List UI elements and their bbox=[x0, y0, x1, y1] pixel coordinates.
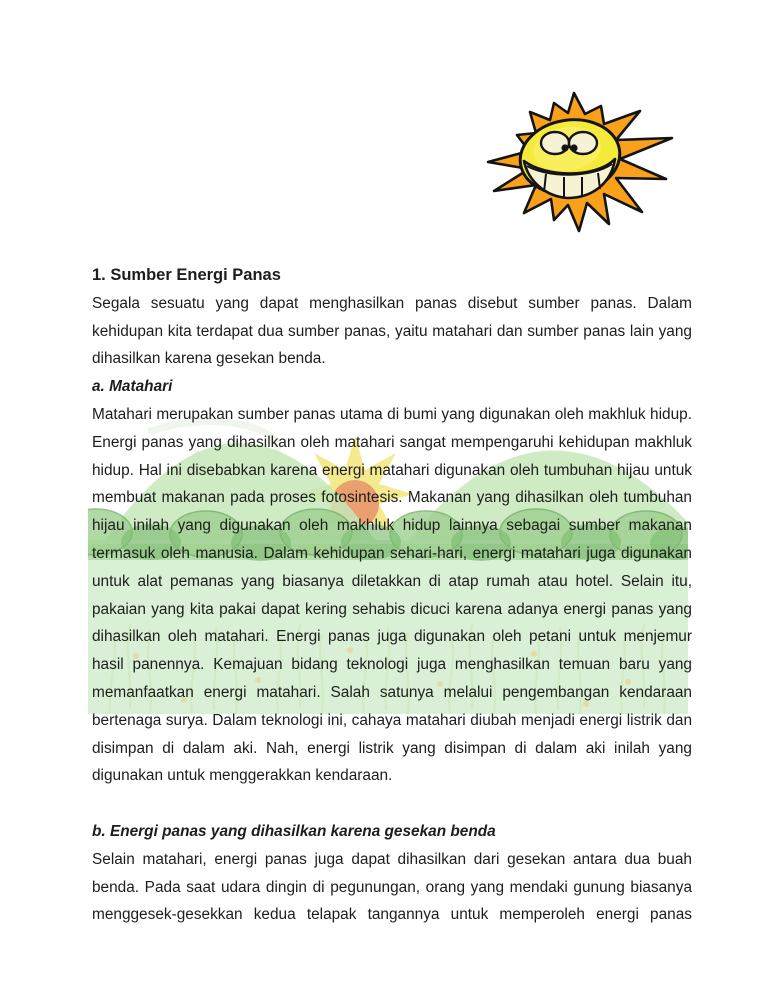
section-1-heading: 1. Sumber Energi Panas bbox=[92, 266, 281, 284]
document-content bbox=[92, 262, 692, 929]
smiling-sun-clipart bbox=[479, 87, 683, 239]
section-b-paragraph: Selain matahari, energi panas juga dapat dihasilkan dari gesekan antara dua buah benda. Pada saat udara dingin di pegunungan, orang yang mendaki gunung biasanya menggesek-gesekkan kedua telapak tangannya untuk memperoleh energi panas bbox=[92, 850, 692, 924]
section-a-heading: a. Matahari bbox=[92, 378, 173, 396]
intro-paragraph: Segala sesuatu yang dapat menghasilkan panas disebut sumber panas. Dalam kehidupan kita terdapat dua sumber panas, yaitu matahari dan sumber panas lain yang dihasilkan karena gesekan benda. bbox=[92, 294, 692, 368]
section-a-paragraph: Matahari merupakan sumber panas utama di bumi yang digunakan oleh makhluk hidup. Energi panas yang dihasilkan oleh matahari sangat mempengaruhi kehidupan makhluk hidup. Hal ini disebabkan karena energi matahari digunakan oleh tumbuhan hijau untuk membuat makanan pada proses fotosintesis. Makanan yang dihasilkan oleh tumbuhan hijau inilah yang digunakan oleh makhluk hidup lainnya sebagai sumber makanan termasuk oleh manusia. Dalam kehidupan sehari-hari, energi matahari juga digunakan untuk alat pemanas yang biasanya diletakkan di atap rumah atau hotel. Selain itu, pakaian yang kita pakai dapat kering sehabis dicuci karena adanya energi panas yang dihasilkan oleh matahari. Energi panas juga digunakan oleh petani untuk menjemur hasil panennya. Kemajuan bidang teknologi juga menghasilkan temuan baru yang memanfaatkan energi matahari. Salah satunya melalui pengembangan kendaraan bertenaga surya. Dalam teknologi ini, cahaya matahari diubah menjadi energi listrik dan disimpan di dalam aki. Nah, energi listrik yang disimpan di dalam aki inilah yang digunakan untuk menggerakkan kendaraan. bbox=[92, 405, 692, 785]
section-b-heading: b. Energi panas yang dihasilkan karena gesekan benda bbox=[92, 822, 496, 840]
